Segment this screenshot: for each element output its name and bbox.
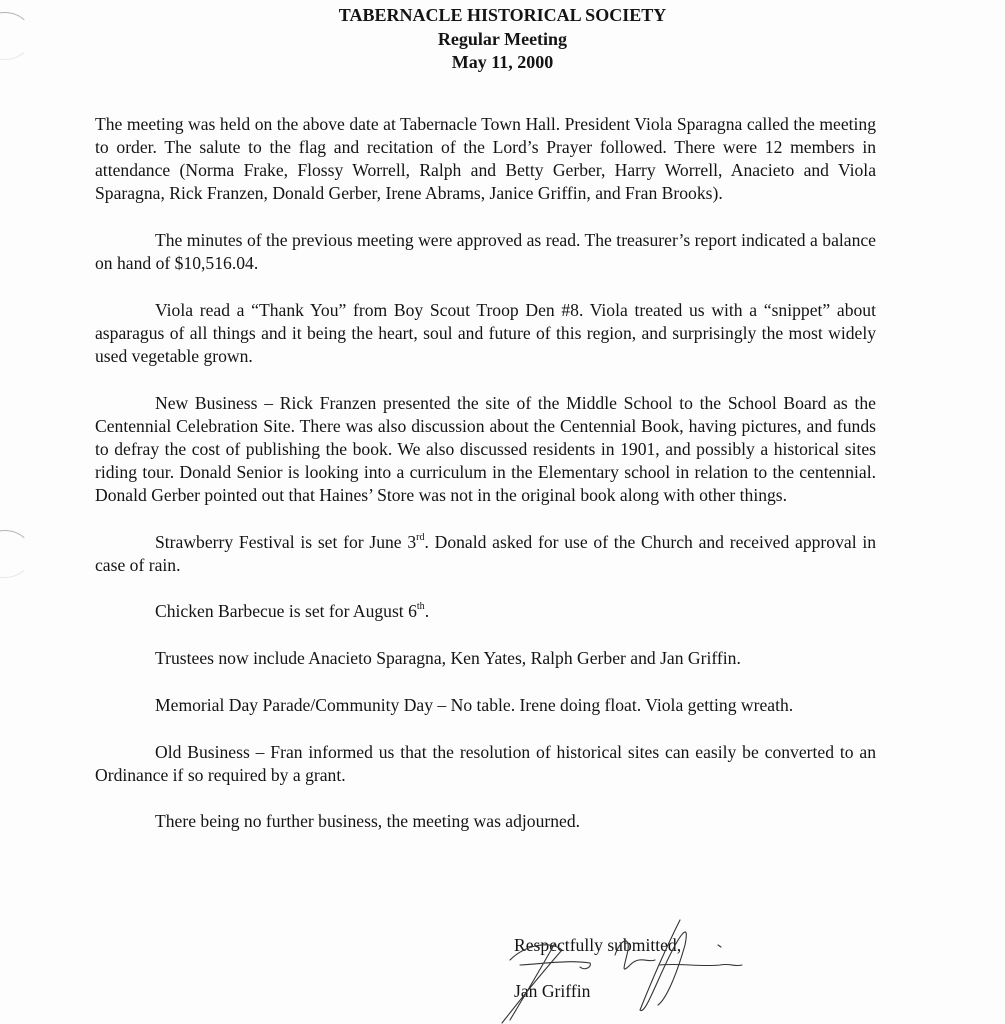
paragraph-minutes-treasurer: The minutes of the previous meeting were approved as read. The treasurer’s report indicated a balance on hand of $10,516.04. [95,229,876,274]
strawberry-text: Strawberry Festival is set for June 3 [155,531,417,552]
signer-name: Jan Griffin [514,981,591,1001]
paragraph-chicken-barbecue [95,600,876,623]
closing-text: Respectfully submitted, [514,935,682,955]
paragraph-memorial-day: Memorial Day Parade/Community Day – No table. Irene doing float. Viola getting wreath. [155,694,794,715]
paragraph-new-business: New Business – Rick Franzen presented the site of the Middle School to the School Board as the Centennial Celebration Site. There was also discussion about the Centennial Book, having pictures, and funds to defray the cost of publishing the book. We also discussed residents in 1901, and possibly a historical sites riding tour. Donald Senior is looking into a curriculum in the Elementary school in relation to the centennial. Donald Gerber pointed out that Haines’ Store was not in the original book along with other things. [95,392,876,505]
ordinal-suffix: rd [416,531,425,543]
paragraph-trustees: Trustees now include Anacieto Sparagna, Ken Yates, Ralph Gerber and Jan Griffin. [155,648,741,669]
document-header [0,4,1005,75]
ordinal-suffix: th [416,601,425,613]
organization-title: TABERNACLE HISTORICAL SOCIETY [338,5,667,25]
signature-stroke [718,945,721,947]
barbecue-text-rest: . [424,601,430,622]
strawberry-text-rest: . Donald asked for use of the Church and received approval in case of rain. [95,531,877,575]
handwritten-signature [480,905,760,1024]
signature-stroke [502,943,590,1023]
paragraph-old-business: Old Business – Fran informed us that the resolution of historical sites can easily be converted to an Ordinance if so required by a grant. [95,741,876,785]
paragraph-adjourned: There being no further business, the meeting was adjourned. [155,811,581,832]
paragraph-strawberry-festival [95,531,876,577]
signature-stroke [660,964,742,965]
punch-hole-mark [0,530,32,578]
minutes-body [95,113,876,857]
signature-stroke [615,941,655,969]
meeting-date: May 11, 2000 [451,52,554,72]
paragraph-thank-you: Viola read a “Thank You” from Boy Scout Troop Den #8. Viola treated us with a “snippet” about asparagus of all things and it being the heart, soul and future of this region, and surprisingly the most widely used vegetable grown. [95,299,876,366]
paragraph-attendance: The meeting was held on the above date at Tabernacle Town Hall. President Viola Sparagna called the meeting to order. The salute to the flag and recitation of the Lord’s Prayer followed. There were 12 members in attendance (Norma Frake, Flossy Worrell, Ralph and Betty Gerber, Harry Worrell, Anacieto and Viola Sparagna, Rick Franzen, Donald Gerber, Irene Abrams, Janice Griffin, and Fran Brooks). [95,114,876,204]
barbecue-text: Chicken Barbecue is set for August 6 [155,601,417,622]
meeting-type: Regular Meeting [437,28,568,49]
